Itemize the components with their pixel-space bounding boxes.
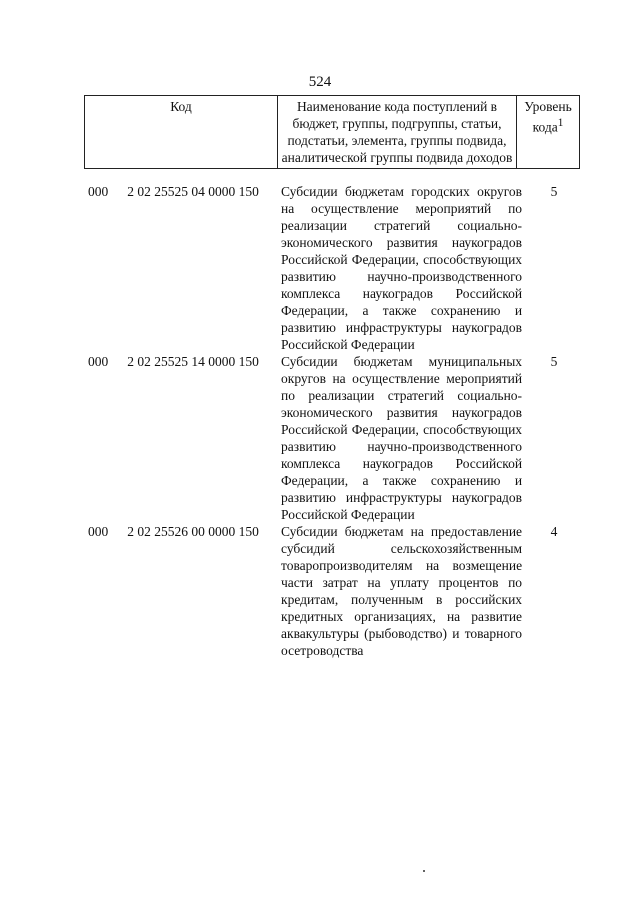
row-level: 5 <box>550 184 558 199</box>
footnote-marker: 1 <box>557 117 564 129</box>
table-body <box>84 183 580 659</box>
row-prefix: 000 <box>88 524 109 539</box>
row-name: Субсидии бюджетам городских округов на осуществление мероприятий по реализации стратегий социально-экономического развития наукоградов Российской Федерации, способствующих развитию научно-производственного комплекса наукоградов Российской Федерации, а также сохранению и развитию инфраструктуры наукоградов Российской Федерации <box>281 184 523 352</box>
row-code: 2 02 25525 14 0000 150 <box>127 354 259 369</box>
row-level: 5 <box>550 354 558 369</box>
table-row <box>84 353 580 523</box>
page-number: 524 <box>308 74 332 90</box>
row-prefix: 000 <box>88 354 109 369</box>
scan-dot <box>423 870 425 872</box>
table-header <box>84 95 580 169</box>
table-row <box>84 183 580 353</box>
table-row <box>84 523 580 659</box>
row-level: 4 <box>550 524 558 539</box>
row-code: 2 02 25526 00 0000 150 <box>127 524 259 539</box>
header-level-label: Уровень кода <box>524 99 572 135</box>
header-level <box>517 96 580 169</box>
row-name: Субсидии бюджетам на предоставление субсидий сельскохозяйственным товаропроизводителям на возмещение части затрат на уплату процентов по кредитам, полученным в российских кредитных организациях, на развитие аквакультуры (рыбоводство) и товарного осетроводства <box>281 524 523 658</box>
row-code: 2 02 25525 04 0000 150 <box>127 184 259 199</box>
header-code: Код <box>85 96 278 169</box>
row-name: Субсидии бюджетам муниципальных округов на осуществление мероприятий по реализации стратегий социально-экономического развития наукоградов Российской Федерации, способствующих развитию научно-производственного комплекса наукоградов Российской Федерации, а также сохранению и развитию инфраструктуры наукоградов Российской Федерации <box>281 354 523 522</box>
header-name: Наименование кода поступлений в бюджет, группы, подгруппы, статьи, подстатьи, элемента, группы подвида, аналитической группы подвида доходов <box>278 96 517 169</box>
row-prefix: 000 <box>88 184 109 199</box>
